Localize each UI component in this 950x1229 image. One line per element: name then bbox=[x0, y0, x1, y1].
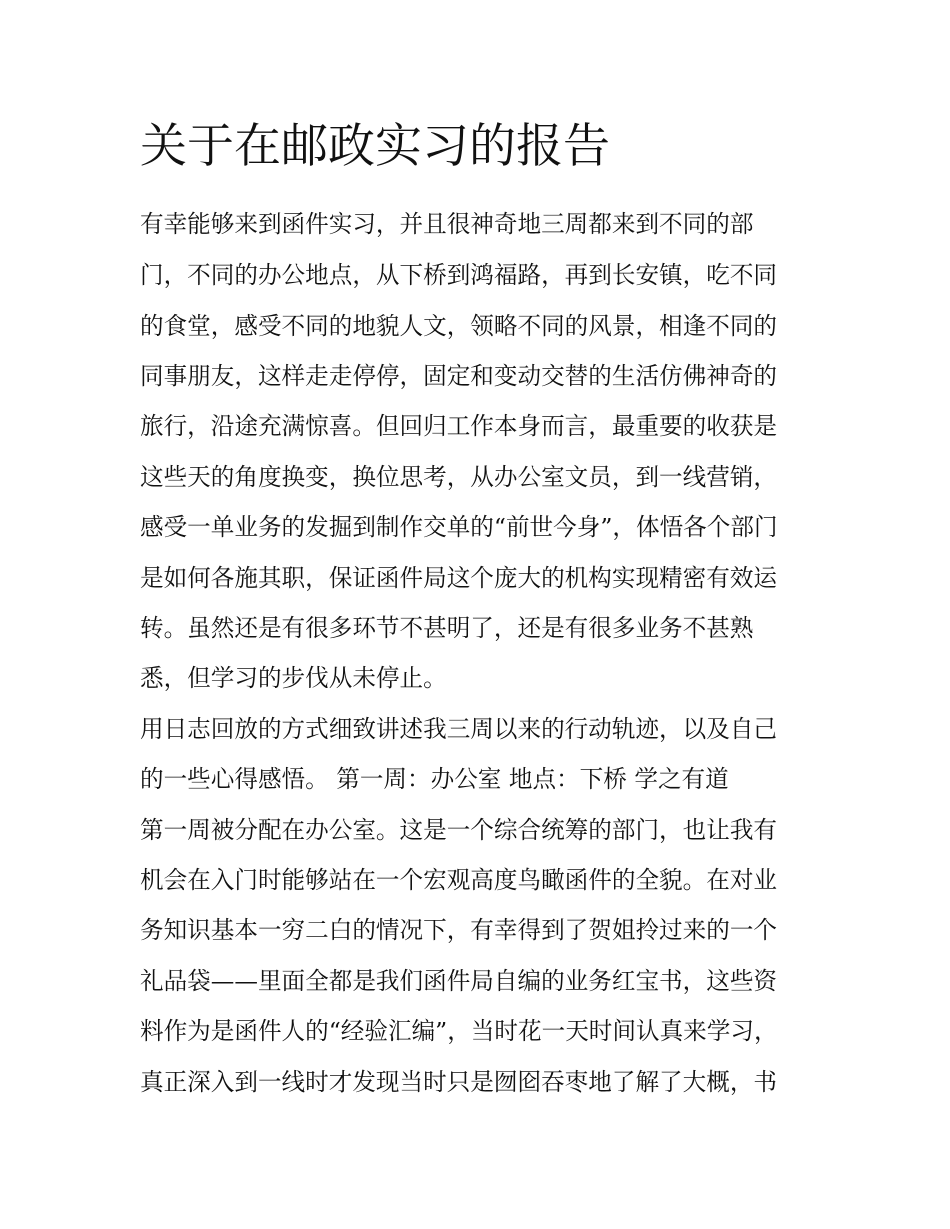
body-line: 旅行，沿途充满惊喜。但回归工作本身而言，最重要的收获是 bbox=[140, 412, 778, 440]
body-line: 真正深入到一线时才发现当时只是囫囵吞枣地了解了大概，书 bbox=[140, 1068, 778, 1096]
body-line: 是如何各施其职，保证函件局这个庞大的机构实现精密有效运 bbox=[140, 564, 778, 592]
body-line: 料作为是函件人的“经验汇编”，当时花一天时间认真来学习， bbox=[140, 1017, 778, 1045]
body-line: 务知识基本一穷二白的情况下，有幸得到了贺姐拎过来的一个 bbox=[140, 916, 778, 944]
body-line: 悉，但学习的步伐从未停止。 bbox=[140, 664, 447, 692]
body-line: 的食堂，感受不同的地貌人文，领略不同的风景，相逢不同的 bbox=[140, 312, 778, 340]
body-line: 门，不同的办公地点，从下桥到鸿福路，再到长安镇，吃不同 bbox=[140, 261, 778, 289]
document-title: 关于在邮政实习的报告 bbox=[140, 119, 610, 174]
body-line: 第一周被分配在办公室。这是一个综合统筹的部门，也让我有 bbox=[140, 816, 778, 844]
body-line: 这些天的角度换变，换位思考，从办公室文员，到一线营销， bbox=[140, 463, 778, 491]
body-line: 用日志回放的方式细致讲述我三周以来的行动轨迹，以及自己 bbox=[140, 715, 778, 743]
body-line: 礼品袋——里面全都是我们函件局自编的业务红宝书，这些资 bbox=[140, 967, 778, 995]
body-line: 同事朋友，这样走走停停，固定和变动交替的生活仿佛神奇的 bbox=[140, 362, 778, 390]
body-line: 的一些心得感悟。 第一周：办公室 地点：下桥 学之有道 bbox=[140, 765, 729, 793]
body-line: 转。虽然还是有很多环节不甚明了，还是有很多业务不甚熟 bbox=[140, 614, 754, 642]
body-line: 感受一单业务的发掘到制作交单的“前世今身”，体悟各个部门 bbox=[140, 513, 778, 541]
body-line: 机会在入门时能够站在一个宏观高度鸟瞰函件的全貌。在对业 bbox=[140, 866, 778, 894]
body-line: 有幸能够来到函件实习，并且很神奇地三周都来到不同的部 bbox=[140, 210, 754, 238]
